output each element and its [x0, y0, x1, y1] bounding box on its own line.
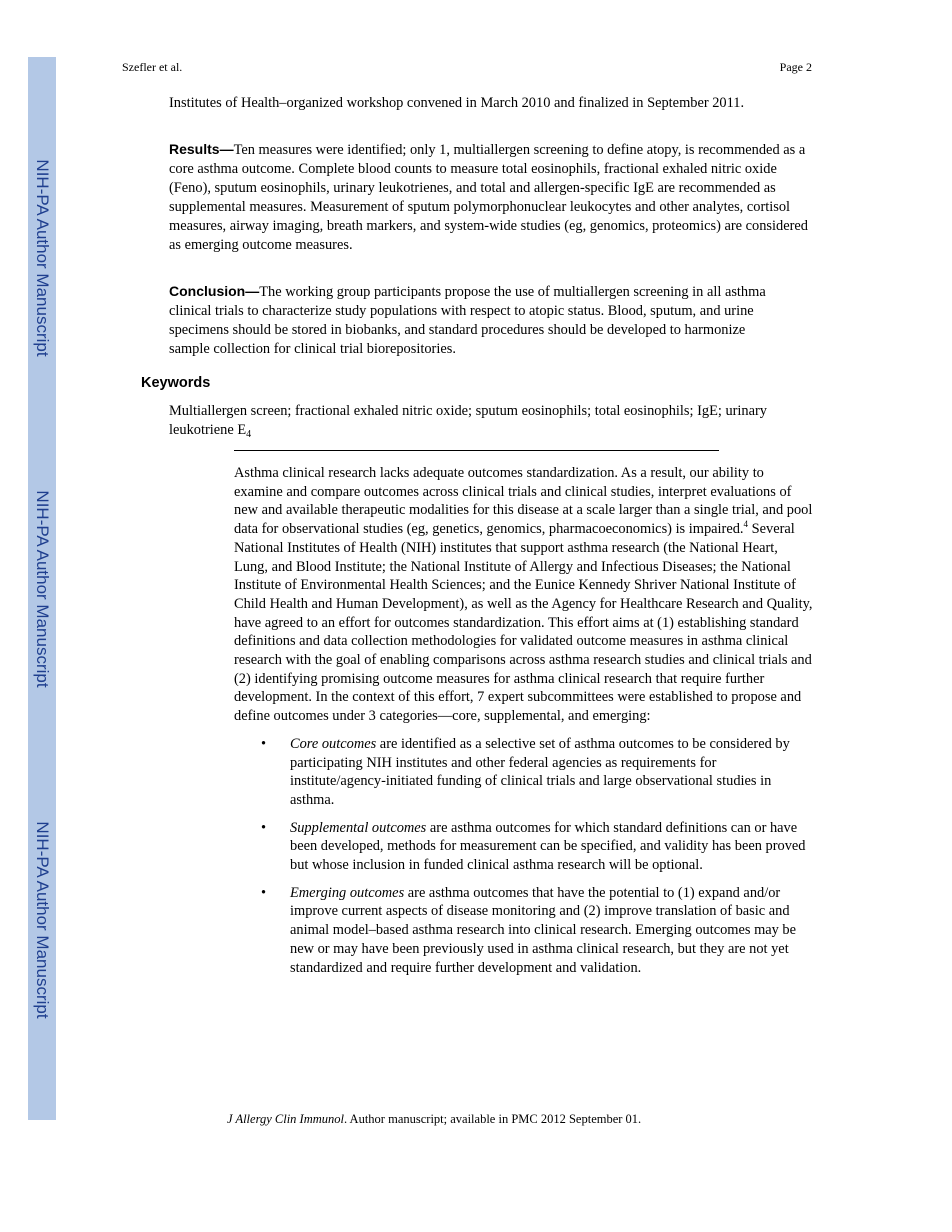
footer-availability: . Author manuscript; available in PMC 2012 September 01. — [344, 1112, 642, 1126]
emerging-outcomes-term: Emerging outcomes — [290, 884, 405, 901]
supplemental-outcomes-term: Supplemental outcomes — [290, 819, 427, 836]
sidebar-label-bottom: NIH-PA Author Manuscript — [33, 821, 52, 1019]
sidebar-label-top: NIH-PA Author Manuscript — [33, 159, 52, 357]
core-outcomes-term: Core outcomes — [290, 735, 377, 752]
list-item — [234, 735, 814, 810]
intro-paragraph-part-a: Asthma clinical research lacks adequate outcomes standardization. As a result, our ability to examine and compare outcomes across clinical trials and clinical studies, interpret evaluations of new and available therapeutic modalities for this disease at a scale larger than a single trial, and pool data for observational studies (eg, genetics, genomics, pharmacoeconomics) is impaired. — [234, 465, 813, 538]
list-item — [234, 884, 814, 978]
supplemental-outcomes-text: are asthma outcomes for which standard definitions can or have been developed, methods for measurement can be specified, and validity has been proved but whose inclusion in funded clinical asthma research will be optional. — [290, 819, 806, 874]
keywords-text: Multiallergen screen; fractional exhaled nitric oxide; sputum eosinophils; total eosinophils; IgE; urinary leukotriene E — [169, 403, 768, 438]
bullet-marker: • — [261, 735, 267, 752]
abstract-results — [169, 140, 819, 255]
page-number: Page 2 — [779, 60, 812, 74]
results-text: Ten measures were identified; only 1, multiallergen screening to define atopy, is recommended as a core asthma outcome. Complete blood counts to measure total eosinophils, fractional exhaled nitric oxide (Feno), sputum eosinophils, urinary leukotrienes, and total and allergen-specific IgE are recommended as supplemental measures. Measurement of sputum polymorphonuclear leukocytes and other analytes, cortisol measures, airway imaging, breath markers, and system-wide studies (eg, genomics, proteomics) are considered as emerging outcome measures. — [169, 142, 808, 253]
intro-paragraph-part-b: Several National Institutes of Health (NIH) institutes that support asthma research (the National Heart, Lung, and Blood Institute; the National Institute of Allergy and Infectious Diseases; the National Institute of Environmental Health Sciences; and the Eunice Kennedy Shriver National Institute of Child Health and Human Development), as well as the Agency for Healthcare Research and Quality, have agreed to an effort for outcomes standardization. This effort aims at (1) establishing standard definitions and data collection methodologies for validated outcome measures in asthma clinical research with the goal of enabling comparisons across asthma research studies and clinical trials and (2) identifying promising outcome measures for asthma clinical research that require further development. In the context of this effort, 7 expert subcommittees were established to propose and define outcomes under 3 categories—core, supplemental, and emerging: — [234, 521, 813, 725]
abstract-intro — [169, 94, 769, 113]
keywords-subscript: 4 — [246, 429, 252, 440]
emerging-outcomes-text: are asthma outcomes that have the potential to (1) expand and/or improve current aspects of disease monitoring and (2) improve translation of basic and animal model–based asthma research into clinical research. Emerging outcomes may be new or may have been previously used in asthma clinical research, but they are not yet standardized and require further development and validation. — [290, 884, 797, 976]
bullet-marker: • — [261, 884, 267, 901]
running-header-authors: Szefler et al. — [122, 60, 183, 74]
core-outcomes-text: are identified as a selective set of asthma outcomes to be considered by participating NIH institutes and other federal agencies as requirements for institute/agency-initiated funding of clinical trials and large observational studies in asthma. — [290, 735, 790, 808]
abstract-conclusion — [169, 282, 775, 359]
keywords-list — [169, 402, 784, 440]
citation-ref: 4 — [743, 519, 749, 530]
journal-name: J Allergy Clin Immunol — [227, 1112, 344, 1126]
outcome-categories-list — [234, 735, 814, 977]
results-heading: Results— — [169, 141, 234, 157]
bullet-marker: • — [261, 819, 267, 836]
conclusion-text: The working group participants propose the use of multiallergen screening in all asthma clinical trials to characterize study populations with respect to atopic status. Blood, sputum, and urine specimens should be stored in biobanks, and standard procedures should be developed to harmonize sample collection for clinical trial biorepositories. — [169, 284, 766, 357]
list-item — [234, 819, 814, 875]
conclusion-heading: Conclusion— — [169, 283, 260, 299]
introduction-body — [234, 464, 814, 977]
abstract-intro-text: Institutes of Health–organized workshop convened in March 2010 and finalized in September 2011. — [169, 95, 745, 111]
journal-footer — [227, 1112, 641, 1127]
section-divider — [234, 450, 719, 451]
sidebar-label-middle: NIH-PA Author Manuscript — [33, 490, 52, 688]
intro-paragraph — [234, 464, 814, 726]
keywords-heading: Keywords — [141, 375, 211, 391]
